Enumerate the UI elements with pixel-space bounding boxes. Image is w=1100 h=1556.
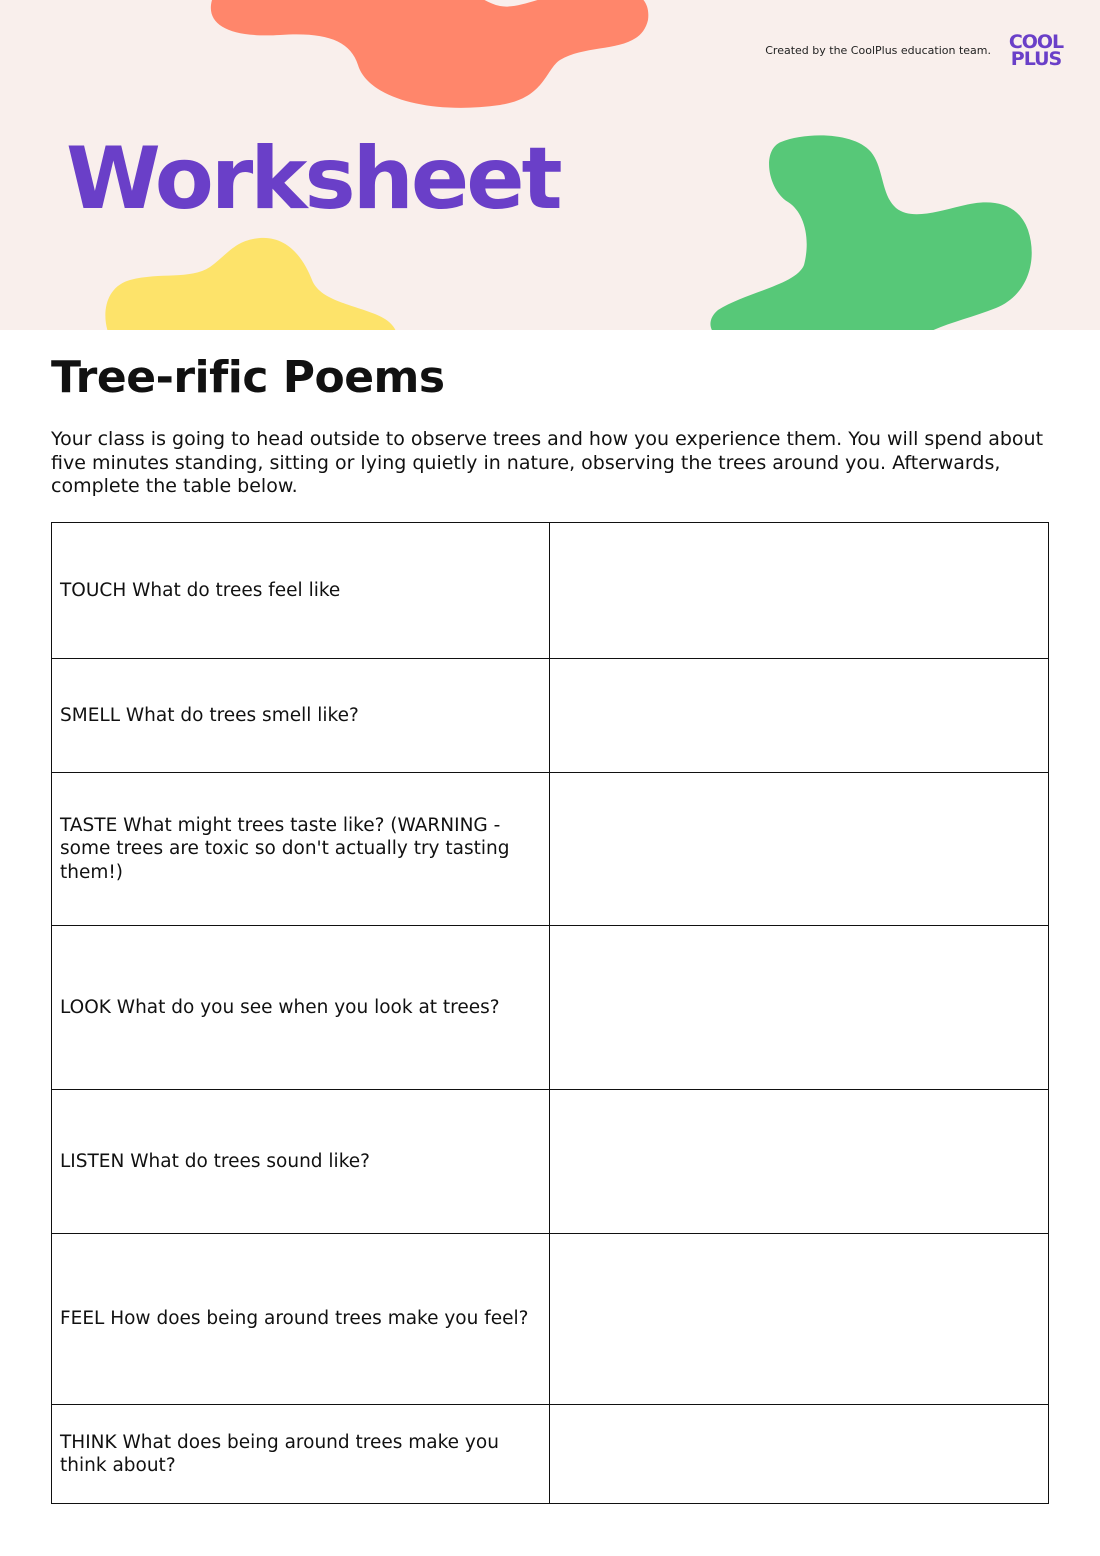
table-row (52, 1090, 1049, 1234)
table-row (52, 1405, 1049, 1504)
answer-cell[interactable] (550, 1405, 1049, 1504)
worksheet-title: Worksheet (66, 129, 560, 229)
prompt-cell: FEEL How does being around trees make you feel? (52, 1234, 550, 1405)
answer-cell[interactable] (550, 773, 1049, 926)
table-row (52, 659, 1049, 773)
header-banner (0, 0, 1100, 330)
answer-cell[interactable] (550, 659, 1049, 773)
intro-paragraph: Your class is going to head outside to observe trees and how you experience them. You will spend about five minutes standing, sitting or lying quietly in nature, observing the trees around you. Afterwards, complete the table below. (51, 428, 1044, 497)
table-row (52, 773, 1049, 926)
table-row (52, 926, 1049, 1090)
prompt-cell: LISTEN What do trees sound like? (52, 1090, 550, 1234)
answer-cell[interactable] (550, 523, 1049, 659)
prompt-cell: TOUCH What do trees feel like (52, 523, 550, 659)
logo-line-1: COOL (1008, 31, 1064, 53)
coolplus-logo (1003, 31, 1069, 70)
prompt-cell: THINK What does being around trees make you think about? (52, 1405, 550, 1504)
green-blob-decoration (706, 130, 1046, 330)
logo-line-2: PLUS (1010, 48, 1062, 70)
answer-cell[interactable] (550, 1234, 1049, 1405)
prompt-cell: TASTE What might trees taste like? (WARNING - some trees are toxic so don't actually try tasting them!) (52, 773, 550, 926)
prompt-cell: SMELL What do trees smell like? (52, 659, 550, 773)
yellow-blob-decoration (100, 232, 400, 330)
observation-table (51, 522, 1049, 1504)
answer-cell[interactable] (550, 926, 1049, 1090)
prompt-cell: LOOK What do you see when you look at trees? (52, 926, 550, 1090)
orange-blob-decoration (200, 0, 660, 120)
credit-text: Created by the CoolPlus education team. (765, 44, 991, 57)
table-row (52, 1234, 1049, 1405)
answer-cell[interactable] (550, 1090, 1049, 1234)
table-row (52, 523, 1049, 659)
page-title: Tree-rific Poems (51, 352, 445, 403)
